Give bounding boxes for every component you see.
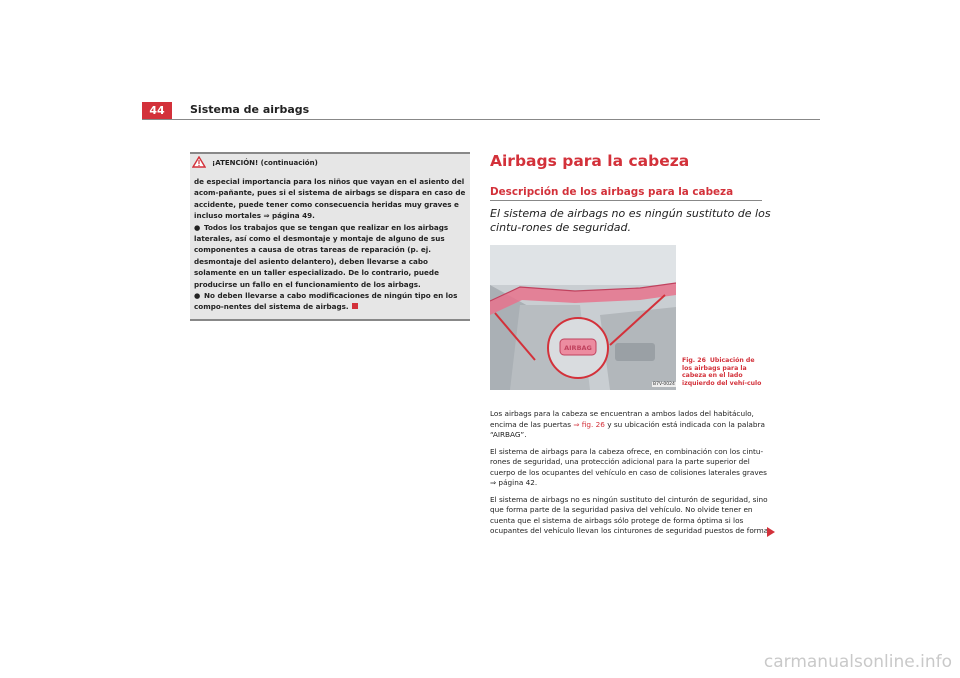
figure-caption: Fig. 26 Ubicación de los airbags para la cabeza en el lado izquierdo del vehí-culo [682, 357, 762, 387]
sub-title-rule [490, 200, 762, 201]
car-interior-illustration [490, 245, 676, 390]
lead-text: El sistema de airbags no es ningún sustituto de los cintu-rones de seguridad. [490, 207, 771, 234]
warning-triangle-icon [192, 156, 206, 168]
body-paragraph: El sistema de airbags para la cabeza ofrece, en combinación con los cintu-rones de seguridad, una protección adicional para la parte superior del cuerpo de los ocupantes del vehículo en caso de colisiones laterales graves ⇒ página 42. [490, 446, 767, 487]
end-square-icon [352, 303, 358, 309]
section-title: Airbags para la cabeza [490, 152, 690, 170]
warning-paragraph: de especial importancia para los niños que vayan en el asiento del acom-pañante, pues si el sistema de airbags se dispara en caso de accidente, puede tener como consecuencia heridas muy graves e incluso mortales ⇒ página 49. [194, 177, 466, 221]
warning-bullet-item: ● No deben llevarse a cabo modificaciones de ningún tipo en los compo-nentes del sistema de airbags. [194, 291, 458, 312]
warning-body [194, 176, 466, 313]
airbag-label: AIRBAG [564, 344, 592, 352]
warning-box [190, 152, 470, 321]
continue-arrow-icon [767, 527, 775, 537]
running-header: Sistema de airbags [190, 103, 310, 116]
warning-heading: ¡ATENCIÓN! (continuación) [198, 159, 318, 167]
body-paragraph: Los airbags para la cabeza se encuentran a ambos lados del habitáculo, encima de las puertas ⇒ fig. 26 y su ubicación está indicada con la palabra “AIRBAG”. [490, 409, 765, 439]
bullet-icon: ● [194, 291, 201, 301]
figure-reference-link[interactable]: ⇒ fig. 26 [573, 419, 605, 429]
header-rule [142, 119, 820, 120]
page-number: 44 [142, 102, 172, 119]
figure-code: B7V-0024 [653, 382, 675, 387]
watermark: carmanualsonline.info [763, 652, 952, 672]
sub-title: Descripción de los airbags para la cabeza [490, 186, 734, 198]
body-paragraph: El sistema de airbags no es ningún sustituto del cinturón de seguridad, sino que forma parte de la seguridad pasiva del vehículo. No olvide tener en cuenta que el sistema de airbags sólo protege de forma óptima si los ocupantes del vehículo llevan los cinturones de seguridad puestos de forma [490, 494, 769, 535]
body-text [490, 409, 775, 543]
warning-bullet-item: ● Todos los trabajos que se tengan que realizar en los airbags laterales, así como el desmontaje y montaje de alguno de sus componentes a causa de otras tareas de reparación (p. ej. desmontaje del asiento delantero), deben llevarse a cabo solamente en un taller especializado. De lo contrario, puede producirse un fallo en el funcionamiento de los airbags. [194, 222, 449, 289]
airbag-illustration [490, 245, 676, 390]
bullet-icon: ● [194, 222, 201, 232]
